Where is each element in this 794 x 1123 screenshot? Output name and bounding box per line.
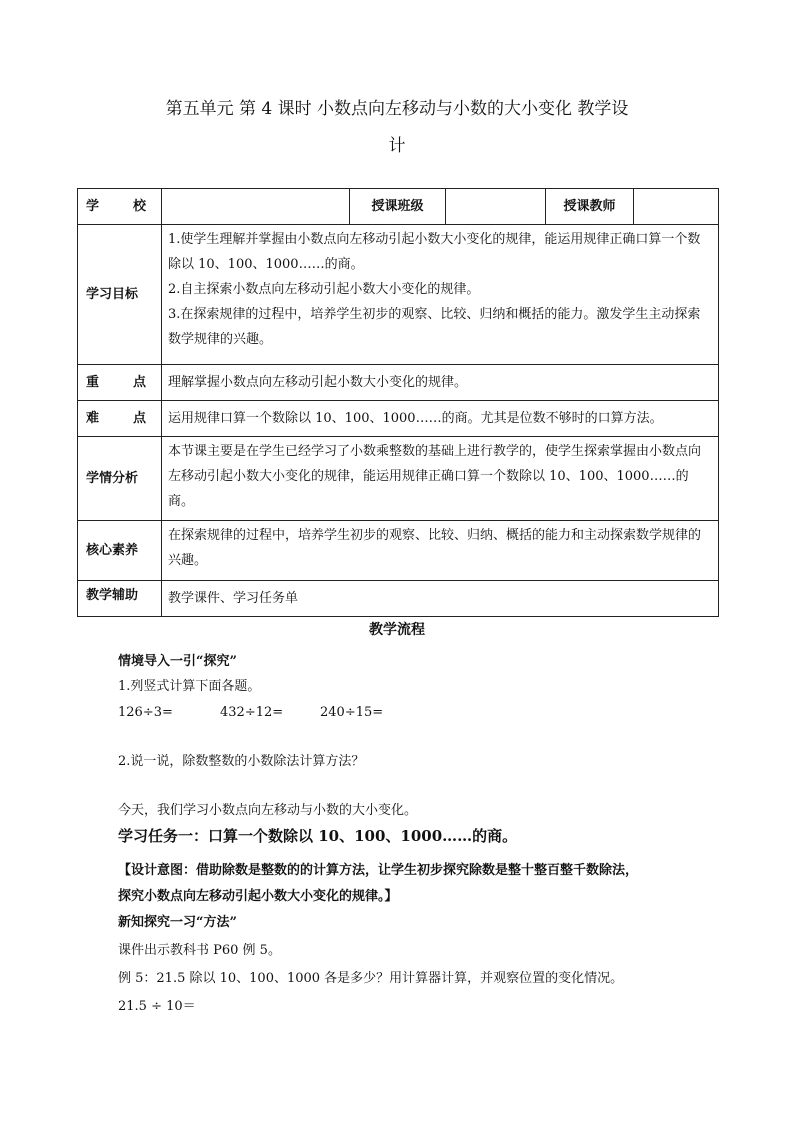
courseware-text: 课件出示教科书 P60 例 5。 — [118, 943, 281, 958]
table-row-difficulty — [78, 401, 719, 437]
question-1: 1.列竖式计算下面各题。 — [118, 679, 261, 694]
lesson-info-table — [77, 188, 719, 617]
intro-heading: 情境导入一引“探究” — [118, 654, 237, 669]
flow-title: 教学流程 — [369, 622, 425, 638]
calc-240: 240÷15= — [320, 705, 384, 720]
document-title-line1: 第五单元 第 4 课时 小数点向左移动与小数的大小变化 教学设 — [165, 99, 629, 119]
school-label-char1: 学 — [86, 199, 100, 214]
key-label-char2: 点 — [132, 375, 146, 390]
table-row-key-point — [78, 365, 719, 401]
literacy-label: 核心素养 — [78, 521, 162, 581]
difficulty-text: 运用规律口算一个数除以 10、100、1000……的商。尤其是位数不够时的口算方法。 — [162, 401, 719, 437]
objective-3: 3.在探索规律的过程中，培养学生初步的观察、比较、归纳和概括的能力。激发学生主动探索数学规律的兴趣。 — [168, 307, 701, 347]
explore-heading: 新知探究一习“方法” — [118, 915, 237, 930]
calc-21-5: 21.5 ÷ 10＝ — [118, 999, 196, 1014]
table-row-school — [78, 189, 719, 225]
analysis-label: 学情分析 — [78, 437, 162, 521]
key-label-char1: 重 — [86, 375, 100, 390]
teacher-value — [634, 189, 719, 225]
objective-2: 2.自主探索小数点向左移动引起小数大小变化的规律。 — [168, 282, 480, 297]
key-point-text: 理解掌握小数点向左移动引起小数大小变化的规律。 — [162, 365, 719, 401]
example-5: 例 5：21.5 除以 10、100、1000 各是多少？用计算器计算，并观察位置的变化情况。 — [118, 971, 624, 986]
difficulty-label-char1: 难 — [86, 411, 100, 426]
objective-1: 1.使学生理解并掌握由小数点向左移动引起小数大小变化的规律，能运用规律正确口算一个数除以 10、100、1000……的商。 — [168, 232, 701, 272]
school-value — [162, 189, 350, 225]
document-title-line2: 计 — [388, 136, 406, 156]
design-intent-line1: 【设计意图：借助除数是整数的的计算方法，让学生初步探究除数是整十整百整千数除法， — [118, 863, 639, 878]
question-2: 2.说一说，除数整数的小数除法计算方法？ — [118, 754, 365, 769]
key-point-label — [78, 365, 162, 401]
class-value — [446, 189, 546, 225]
teacher-label: 授课教师 — [546, 189, 634, 225]
objectives-text — [162, 225, 719, 365]
calc-432: 432÷12= — [220, 705, 284, 720]
objectives-label: 学习目标 — [78, 225, 162, 365]
today-text: 今天，我们学习小数点向左移动与小数的大小变化。 — [118, 803, 418, 818]
aids-text: 教学课件、学习任务单 — [162, 581, 719, 617]
table-row-literacy — [78, 521, 719, 581]
analysis-text: 本节课主要是在学生已经学习了小数乘整数的基础上进行教学的，使学生探索掌握由小数点向左移动引起小数大小变化的规律，能运用规律正确口算一个数除以 10、100、1000……的商。 — [162, 437, 719, 521]
aids-label: 教学辅助 — [78, 581, 162, 617]
calc-126: 126÷3= — [118, 705, 173, 720]
design-intent-line2: 探究小数点向左移动引起小数大小变化的规律。】 — [118, 889, 398, 904]
table-row-aids — [78, 581, 719, 617]
table-row-analysis — [78, 437, 719, 521]
difficulty-label-char2: 点 — [132, 411, 146, 426]
school-label — [78, 189, 162, 225]
school-label-char2: 校 — [132, 199, 146, 214]
task-1-heading: 学习任务一：口算一个数除以 10、100、1000……的商。 — [118, 827, 518, 845]
class-label: 授课班级 — [350, 189, 446, 225]
table-row-objectives — [78, 225, 719, 365]
difficulty-label — [78, 401, 162, 437]
literacy-text: 在探索规律的过程中，培养学生初步的观察、比较、归纳、概括的能力和主动探索数学规律的兴趣。 — [162, 521, 719, 581]
